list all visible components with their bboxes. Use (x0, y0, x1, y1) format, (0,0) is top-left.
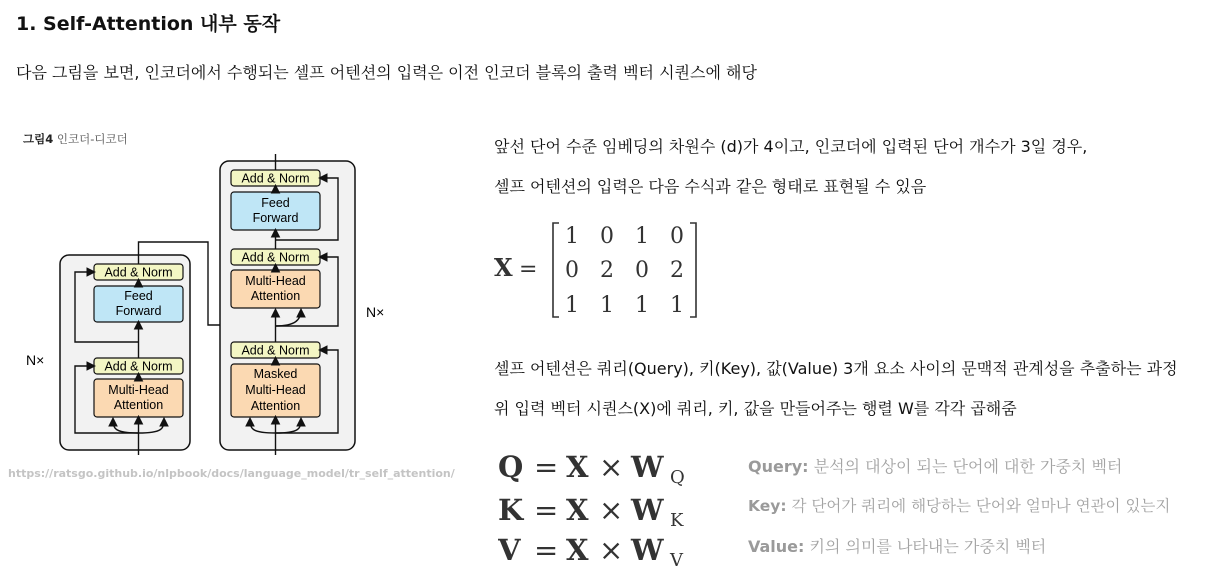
matrix-cell: 0 (635, 258, 649, 283)
paragraph-line-4: 위 입력 벡터 시퀀스(X)에 쿼리, 키, 값을 만들어주는 행렬 W를 각각 곱해줌 (494, 399, 1017, 418)
decoder-masked-label-2: Multi-Head (245, 383, 306, 397)
equation-q (498, 450, 685, 488)
qkv-equations (498, 446, 713, 568)
encoder-block (60, 255, 190, 450)
section-title: 1. Self-Attention 내부 동작 (16, 13, 281, 35)
matrix-cell: 1 (565, 293, 579, 318)
equation-subscript: Q (670, 467, 685, 488)
encoder-add-norm-top-label: Add & Norm (104, 265, 173, 280)
matrix-cell: 1 (635, 293, 649, 318)
value-term: Value: (748, 537, 805, 556)
equation-times: × (599, 450, 624, 484)
equation-equals: = (534, 533, 559, 567)
matrix-cell: 0 (670, 224, 684, 249)
matrix-label: X (494, 253, 513, 282)
equation-x: X (566, 493, 589, 527)
equation-lhs: Q (498, 450, 524, 484)
equation-times: × (599, 533, 624, 567)
matrix-cell: 2 (600, 258, 614, 283)
value-description (748, 534, 1046, 557)
input-matrix (494, 218, 714, 323)
matrix-cell: 0 (565, 258, 579, 283)
equation-x: X (566, 533, 589, 567)
matrix-cell: 1 (600, 293, 614, 318)
equation-k (498, 493, 684, 531)
matrix-right-bracket (690, 223, 696, 317)
matrix-cell: 1 (670, 293, 684, 318)
matrix-cell: 0 (600, 224, 614, 249)
decoder-masked-label-1: Masked (253, 367, 298, 381)
encoder-add-norm-bottom-label: Add & Norm (104, 359, 173, 374)
equation-lhs: V (498, 533, 521, 567)
equation-subscript: V (670, 550, 683, 568)
encoder-repeat-label: N× (26, 352, 45, 368)
key-description (748, 494, 1170, 516)
query-description (748, 454, 1122, 477)
decoder-repeat-label: N× (366, 304, 385, 320)
encoder-mha-label-2: Attention (113, 398, 164, 412)
query-desc-text: 분석의 대상이 되는 단어에 대한 가중치 벡터 (808, 457, 1123, 476)
figure-caption-text: 인코더-디코더 (56, 132, 128, 146)
key-desc-text: 각 단어가 쿼리에 해당하는 단어와 얼마나 연관이 있는지 (786, 497, 1171, 515)
matrix-cell: 1 (565, 224, 579, 249)
figure-caption (23, 131, 128, 147)
key-term: Key: (748, 497, 787, 515)
equation-v (498, 533, 684, 568)
equation-equals: = (534, 493, 559, 527)
matrix-cell: 1 (635, 224, 649, 249)
decoder-mha-label-2: Attention (250, 289, 301, 303)
figure-source-link[interactable]: https://ratsgo.github.io/nlpbook/docs/language_model/tr_self_attention/ (8, 467, 455, 480)
equation-times: × (599, 493, 624, 527)
figure-number: 그림4 (23, 132, 54, 146)
matrix-cell: 2 (670, 258, 684, 283)
equation-subscript: K (670, 510, 684, 531)
equation-lhs: K (498, 493, 524, 527)
decoder-add-norm-1-label: Add & Norm (241, 171, 310, 186)
equation-x: X (566, 450, 589, 484)
equation-w: W (631, 533, 664, 567)
transformer-diagram (20, 150, 400, 460)
encoder-mha-label-1: Multi-Head (108, 383, 169, 397)
equation-w: W (631, 493, 664, 527)
matrix-equals: = (519, 257, 538, 282)
decoder-add-norm-3-label: Add & Norm (241, 343, 310, 358)
decoder-mha-label-1: Multi-Head (245, 274, 306, 288)
paragraph-line-1: 앞선 단어 수준 임베딩의 차원수 (d)가 4이고, 인코더에 입력된 단어 개수가 3일 경우, (494, 137, 1088, 156)
equation-equals: = (534, 450, 559, 484)
query-term: Query: (748, 457, 809, 476)
decoder-ff-label-1: Feed (261, 196, 290, 210)
matrix-left-bracket (553, 223, 559, 317)
decoder-add-norm-2-label: Add & Norm (241, 250, 310, 265)
decoder-ff-label-2: Forward (252, 211, 299, 225)
equation-w: W (631, 450, 664, 484)
encoder-ff-label-1: Feed (124, 289, 153, 303)
intro-text: 다음 그림을 보면, 인코더에서 수행되는 셀프 어텐션의 입력은 이전 인코더 블록의 출력 벡터 시퀀스에 해당 (16, 63, 757, 82)
paragraph-line-2: 셀프 어텐션의 입력은 다음 수식과 같은 형태로 표현될 수 있음 (494, 177, 927, 196)
decoder-masked-label-3: Attention (250, 399, 301, 413)
paragraph-line-3: 셀프 어텐션은 쿼리(Query), 키(Key), 값(Value) 3개 요소 사이의 문맥적 관계성을 추출하는 과정 (494, 359, 1178, 378)
encoder-ff-label-2: Forward (115, 304, 162, 318)
value-desc-text: 키의 의미를 나타내는 가중치 벡터 (804, 537, 1047, 556)
